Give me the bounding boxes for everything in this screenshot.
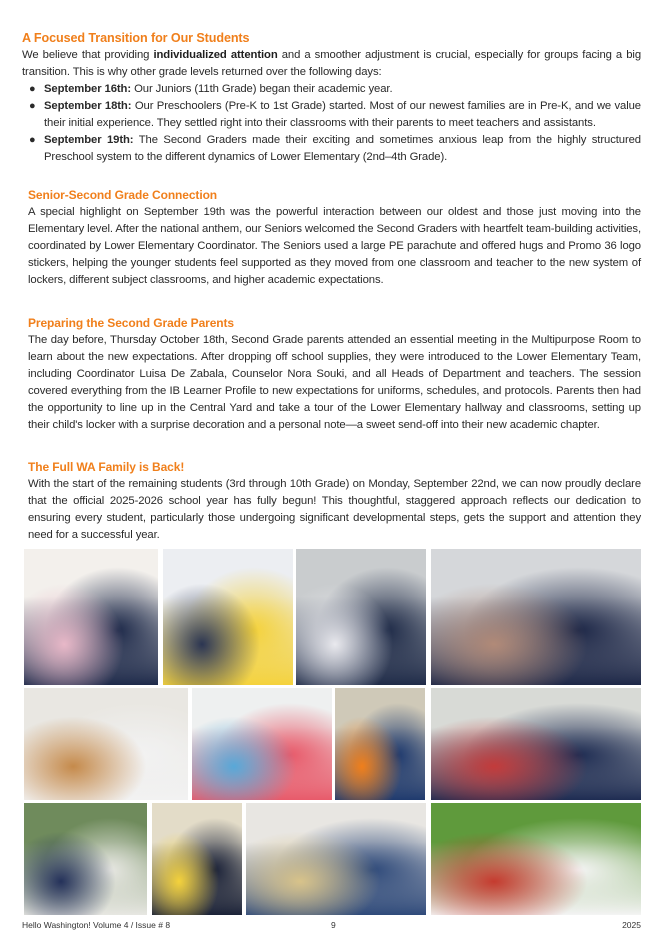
senior-second-grade-paragraph: A special highlight on September 19th was the powerful interaction between our oldest and those just moving into the Elementary level. After the national anthem, our Seniors welcomed the Second Graders with heartfelt team-building activities, coordinated by Lower Elementary Coordinator. The Seniors used a large PE parachute and offered hugs and Promo 36 logo stickers, helping the younger students feel supported as they moved from one classroom and teacher to the new system of lockers, different subject classrooms, and higher academic expectations. — [28, 206, 641, 286]
photo-parent-daughter — [163, 549, 293, 685]
photo-courtyard-aerial — [296, 549, 426, 685]
photo-families-lined-up — [431, 688, 641, 800]
bullet-text: Our Preschoolers (Pre-K to 1st Grade) started. Most of our newest families are in Pre-K, and we value their initial experience. They settled right into their classrooms with their parents to meet teachers and assistants. — [44, 100, 641, 129]
photo-preschool-girls — [24, 549, 158, 685]
list-item — [22, 98, 641, 132]
bullet-date: September 16th: — [44, 83, 132, 95]
photo-boys-group — [431, 803, 641, 915]
intro-text-end: and a smoother adjustment is crucial, especially for groups facing a big transition. This is why other grade levels returned over the following days: — [22, 49, 641, 78]
bullet-date: September 19th: — [44, 134, 134, 146]
photo-high-school-classroom — [246, 803, 426, 915]
bullet-date: September 18th: — [44, 100, 132, 112]
photo-senior-with-kids — [152, 803, 242, 915]
photo-soccer-field — [24, 803, 147, 915]
photo-teacher-student — [335, 688, 425, 800]
footer-page-number: 9 — [331, 920, 336, 930]
heading-full-family-back: The Full WA Family is Back! — [28, 460, 185, 474]
footer-year: 2025 — [622, 920, 641, 930]
bullet-text: Our Juniors (11th Grade) began their academic year. — [131, 83, 393, 95]
bullet-icon: ● — [29, 83, 36, 95]
bullet-icon: ● — [29, 100, 36, 112]
footer-publication: Hello Washington! Volume 4 / Issue # 8 — [22, 920, 171, 930]
bullet-text: The Second Graders made their exciting and sometimes anxious leap from the highly structured Preschool system to the different dynamics of Lower Elementary (2nd–4th Grade). — [44, 134, 641, 163]
photo-building-blocks — [192, 688, 332, 800]
photo-classroom — [24, 688, 188, 800]
list-item — [22, 132, 641, 166]
heading-preparing-parents: Preparing the Second Grade Parents — [28, 316, 234, 330]
bullet-icon: ● — [29, 134, 36, 146]
full-family-paragraph: With the start of the remaining students (3rd through 10th Grade) on Monday, September 22nd, we can now proudly declare that the official 2025-2026 school year has fully begun! This thoughtful, staggered approach reflects our dedication to ensuring every student, particularly those undergoing significant developmental steps, gets the support and attention they need for a successful year. — [28, 478, 641, 541]
intro-paragraph — [22, 47, 641, 81]
heading-focused-transition: A Focused Transition for Our Students — [22, 31, 250, 45]
photo-courtyard-crowd — [431, 549, 641, 685]
intro-bold-text: individualized attention — [153, 49, 278, 61]
return-dates-list — [22, 81, 641, 166]
preparing-parents-paragraph: The day before, Thursday October 18th, Second Grade parents attended an essential meeting in the Multipurpose Room to learn about the new expectations. After dropping off school supplies, they were introduced to the Lower Elementary Team, including Coordinator Luisa De Zabala, Counselor Nora Souki, and all Heads of Department and teachers. The session covered everything from the IB Learner Profile to new expectations for uniforms, schedules, and protocols. Parents then had the opportunity to line up in the Central Yard and take a tour of the Lower Elementary hallway and classrooms, setting up their child's locker with a surprise decoration and a personal note—a sweet send-off into their new academic chapter. — [28, 334, 641, 431]
intro-text-start: We believe that providing — [22, 49, 154, 61]
list-item — [22, 81, 641, 98]
heading-senior-second-grade: Senior-Second Grade Connection — [28, 188, 218, 202]
